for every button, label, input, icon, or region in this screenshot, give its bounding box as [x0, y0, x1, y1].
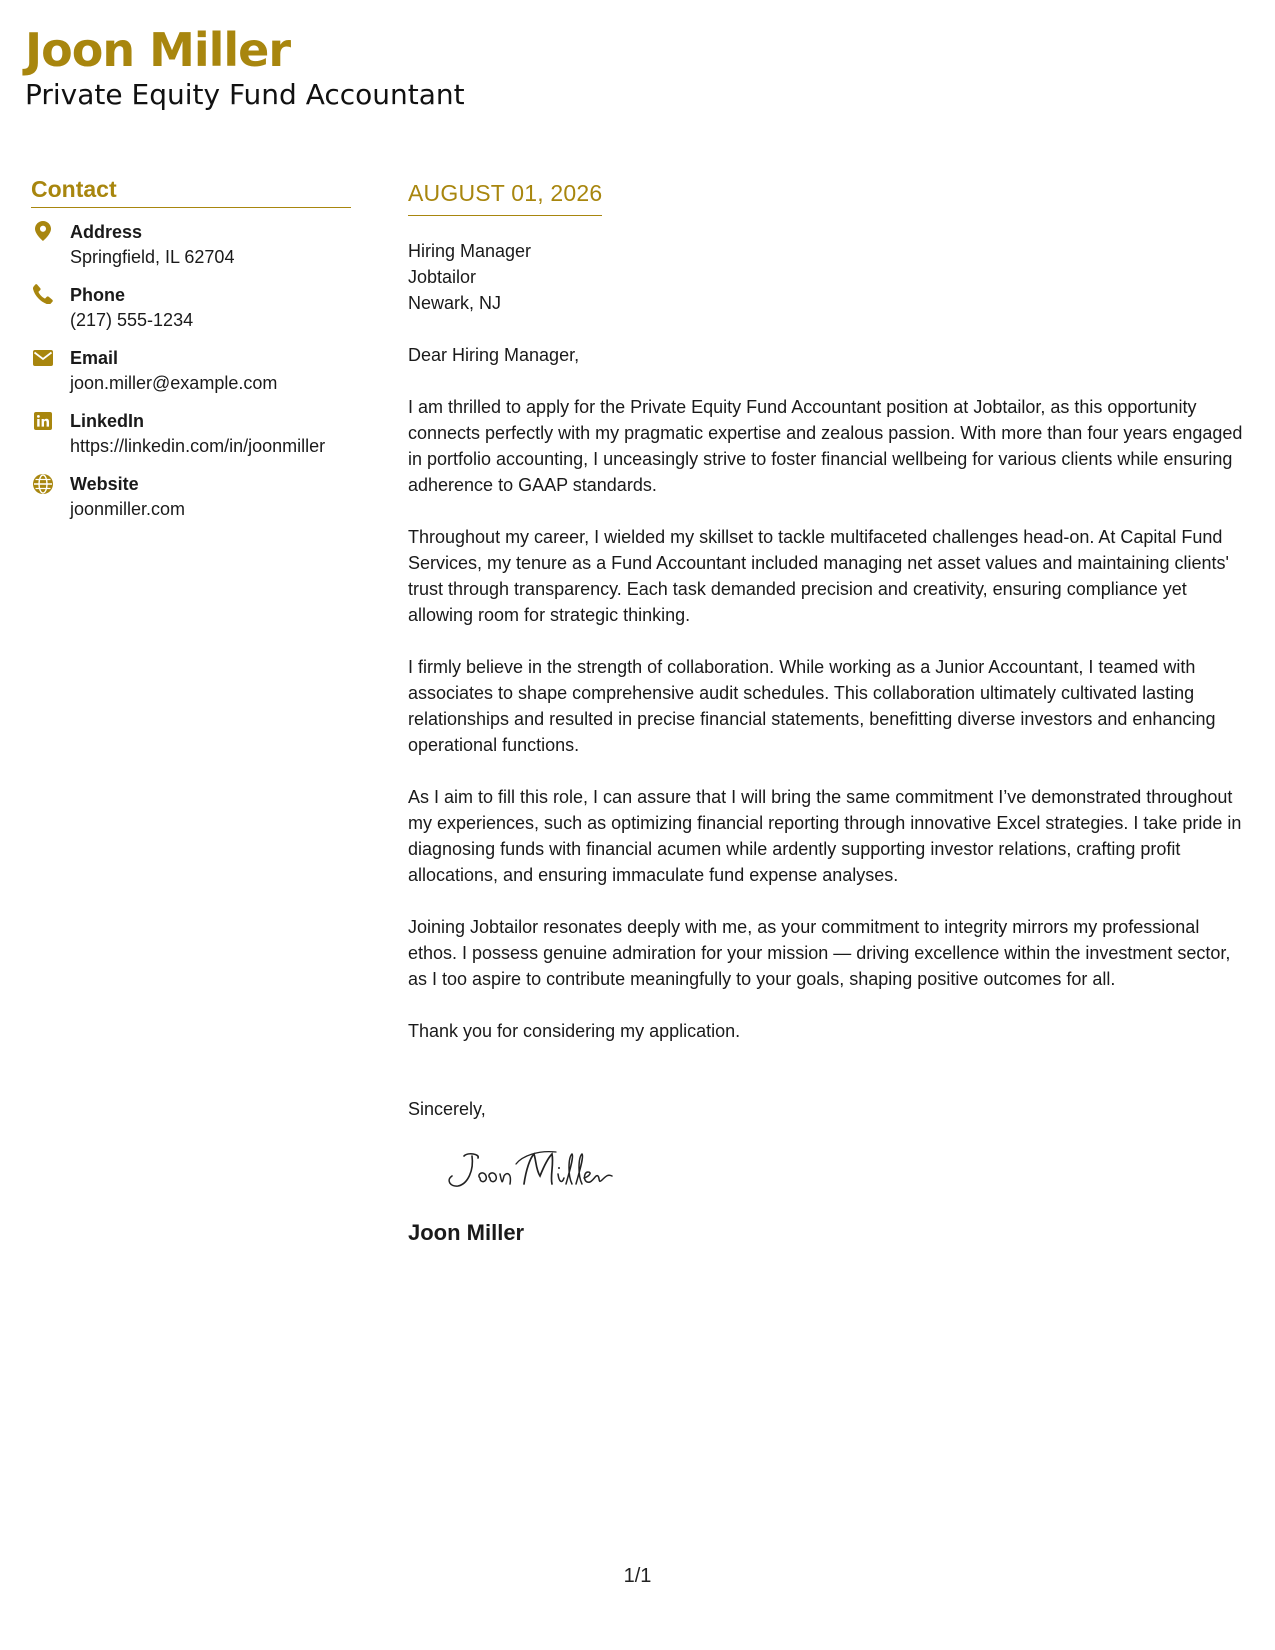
page-number: 1/1 [623, 1565, 652, 1587]
letter-paragraph: I firmly believe in the strength of collaboration. While working as a Junior Accountant, I teamed with associates to shape comprehensive audit schedules. This collaboration ultimately cultivated lasting relationships and resulted in precise financial statements, benefitting diverse investors and enhancing operational functions. [408, 657, 1216, 755]
contact-list [31, 220, 351, 522]
website-value: joonmiller.com [70, 499, 186, 519]
address-value: Springfield, IL 62704 [70, 247, 235, 267]
letter-paragraph: Thank you for considering my application. [408, 1021, 741, 1041]
linkedin-icon [31, 410, 55, 434]
applicant-name: Joon Miller [25, 23, 291, 77]
contact-heading: Contact [31, 175, 351, 208]
letter-paragraph: Throughout my career, I wielded my skillset to tackle multifaceted challenges head-on. At Capital Fund Services, my tenure as a Fund Accountant included managing net asset values and maintaining clients' trust through transparency. Each task demanded precision and creativity, ensuring compliance yet allowing room for strategic thinking. [408, 527, 1229, 625]
signature-image [438, 1140, 1250, 1218]
recipient-name: Hiring Manager [408, 241, 532, 261]
contact-label: LinkedIn [70, 411, 145, 431]
job-title: Private Equity Fund Accountant [25, 78, 465, 111]
letter-paragraph: As I aim to fill this role, I can assure that I will bring the same commitment I’ve demonstrated throughout my experiences, such as optimizing financial reporting through innovative Excel strategies. I take pride in diagnosing funds with financial acumen while ardently supporting investor relations, crafting profit allocations, and ensuring immaculate fund expense analyses. [408, 787, 1242, 885]
email-value: joon.miller@example.com [70, 373, 278, 393]
linkedin-value: https://linkedin.com/in/joonmiller [70, 436, 326, 456]
contact-item-website [31, 472, 351, 522]
letter-body [408, 178, 1250, 1248]
phone-icon [31, 284, 55, 308]
contact-label: Website [70, 474, 139, 494]
letter-paragraph: Joining Jobtailor resonates deeply with me, as your commitment to integrity mirrors my professional ethos. I possess genuine admiration for your mission — driving excellence within the investment sector, as I too aspire to contribute meaningfully to your goals, shaping positive outcomes for all. [408, 917, 1231, 989]
contact-item-phone [31, 283, 351, 333]
contact-item-address [31, 220, 351, 270]
envelope-icon [31, 347, 55, 371]
header [25, 22, 465, 112]
contact-item-email [31, 346, 351, 396]
contact-label: Email [70, 348, 119, 368]
signer-name: Joon Miller [408, 1220, 525, 1245]
letter-date: AUGUST 01, 2026 [408, 178, 602, 216]
contact-item-linkedin [31, 409, 351, 459]
sidebar [31, 175, 351, 535]
contact-label: Phone [70, 285, 126, 305]
salutation: Dear Hiring Manager, [408, 345, 580, 365]
recipient-location: Newark, NJ [408, 293, 502, 313]
map-pin-icon [31, 221, 55, 245]
letter-paragraph: I am thrilled to apply for the Private Equity Fund Accountant position at Jobtailor, as this opportunity connects perfectly with my pragmatic expertise and zealous passion. With more than four years engaged in portfolio accounting, I unceasingly strive to foster financial wellbeing for various clients while ensuring adherence to GAAP standards. [408, 397, 1243, 495]
phone-value: (217) 555-1234 [70, 310, 194, 330]
recipient-block [408, 238, 1250, 316]
contact-label: Address [70, 222, 143, 242]
globe-icon [31, 473, 55, 497]
recipient-company: Jobtailor [408, 267, 477, 287]
closing: Sincerely, [408, 1099, 486, 1119]
